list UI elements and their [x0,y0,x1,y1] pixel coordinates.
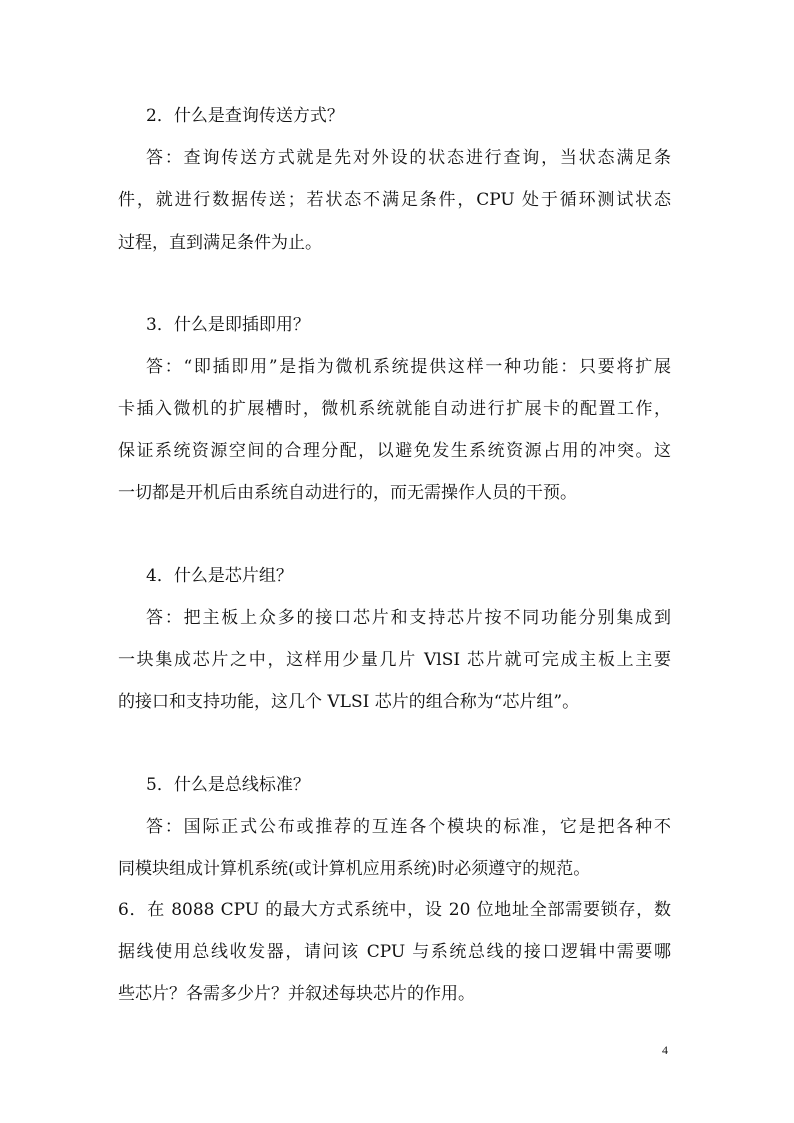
page-number: 4 [662,1043,668,1057]
answer-5-line-2: 同模块组成计算机系统(或计算机应用系统)时必须遵守的规范。 [118,859,591,879]
answer-4-line-1: 答：把主板上众多的接口芯片和支持芯片按不同功能分别集成到 [146,608,671,628]
answer-3-line-4: 一切都是开机后由系统自动进行的，而无需操作人员的干预。 [118,483,577,503]
question-5-title: 5．什么是总线标准？ [146,775,310,795]
question-3-title: 3．什么是即插即用？ [146,315,310,335]
answer-2-line-1: 答：查询传送方式就是先对外设的状态进行查询，当状态满足条 [146,148,671,168]
question-4-title: 4．什么是芯片组？ [146,566,293,586]
answer-4-line-2: 一块集成芯片之中，这样用少量几片 VlSI 芯片就可完成主板上主要 [118,650,671,670]
answer-2-line-3: 过程，直到满足条件为止。 [118,233,322,253]
answer-4-line-3: 的接口和支持功能，这几个 VLSI 芯片的组合称为“芯片组”。 [118,692,580,712]
question-6-title: 6．在 8088 CPU 的最大方式系统中，设 20 位地址全部需要锁存，数 [118,900,671,920]
answer-3-line-2: 卡插入微机的扩展槽时，微机系统就能自动进行扩展卡的配置工作， [118,399,671,419]
question-6-line-2: 据线使用总线收发器，请问该 CPU 与系统总线的接口逻辑中需要哪 [118,942,671,962]
answer-2-line-2: 件，就进行数据传送；若状态不满足条件，CPU 处于循环测试状态 [118,190,671,210]
answer-3-line-1: 答：“即插即用”是指为微机系统提供这样一种功能：只要将扩展 [146,357,671,377]
question-2-title: 2．什么是查询传送方式？ [146,106,344,126]
answer-3-line-3: 保证系统资源空间的合理分配，以避免发生系统资源占用的冲突。这 [118,441,671,461]
answer-5-line-1: 答：国际正式公布或推荐的互连各个模块的标准，它是把各种不 [146,817,671,837]
question-6-line-3: 些芯片？各需多少片？并叙述每块芯片的作用。 [118,984,475,1004]
